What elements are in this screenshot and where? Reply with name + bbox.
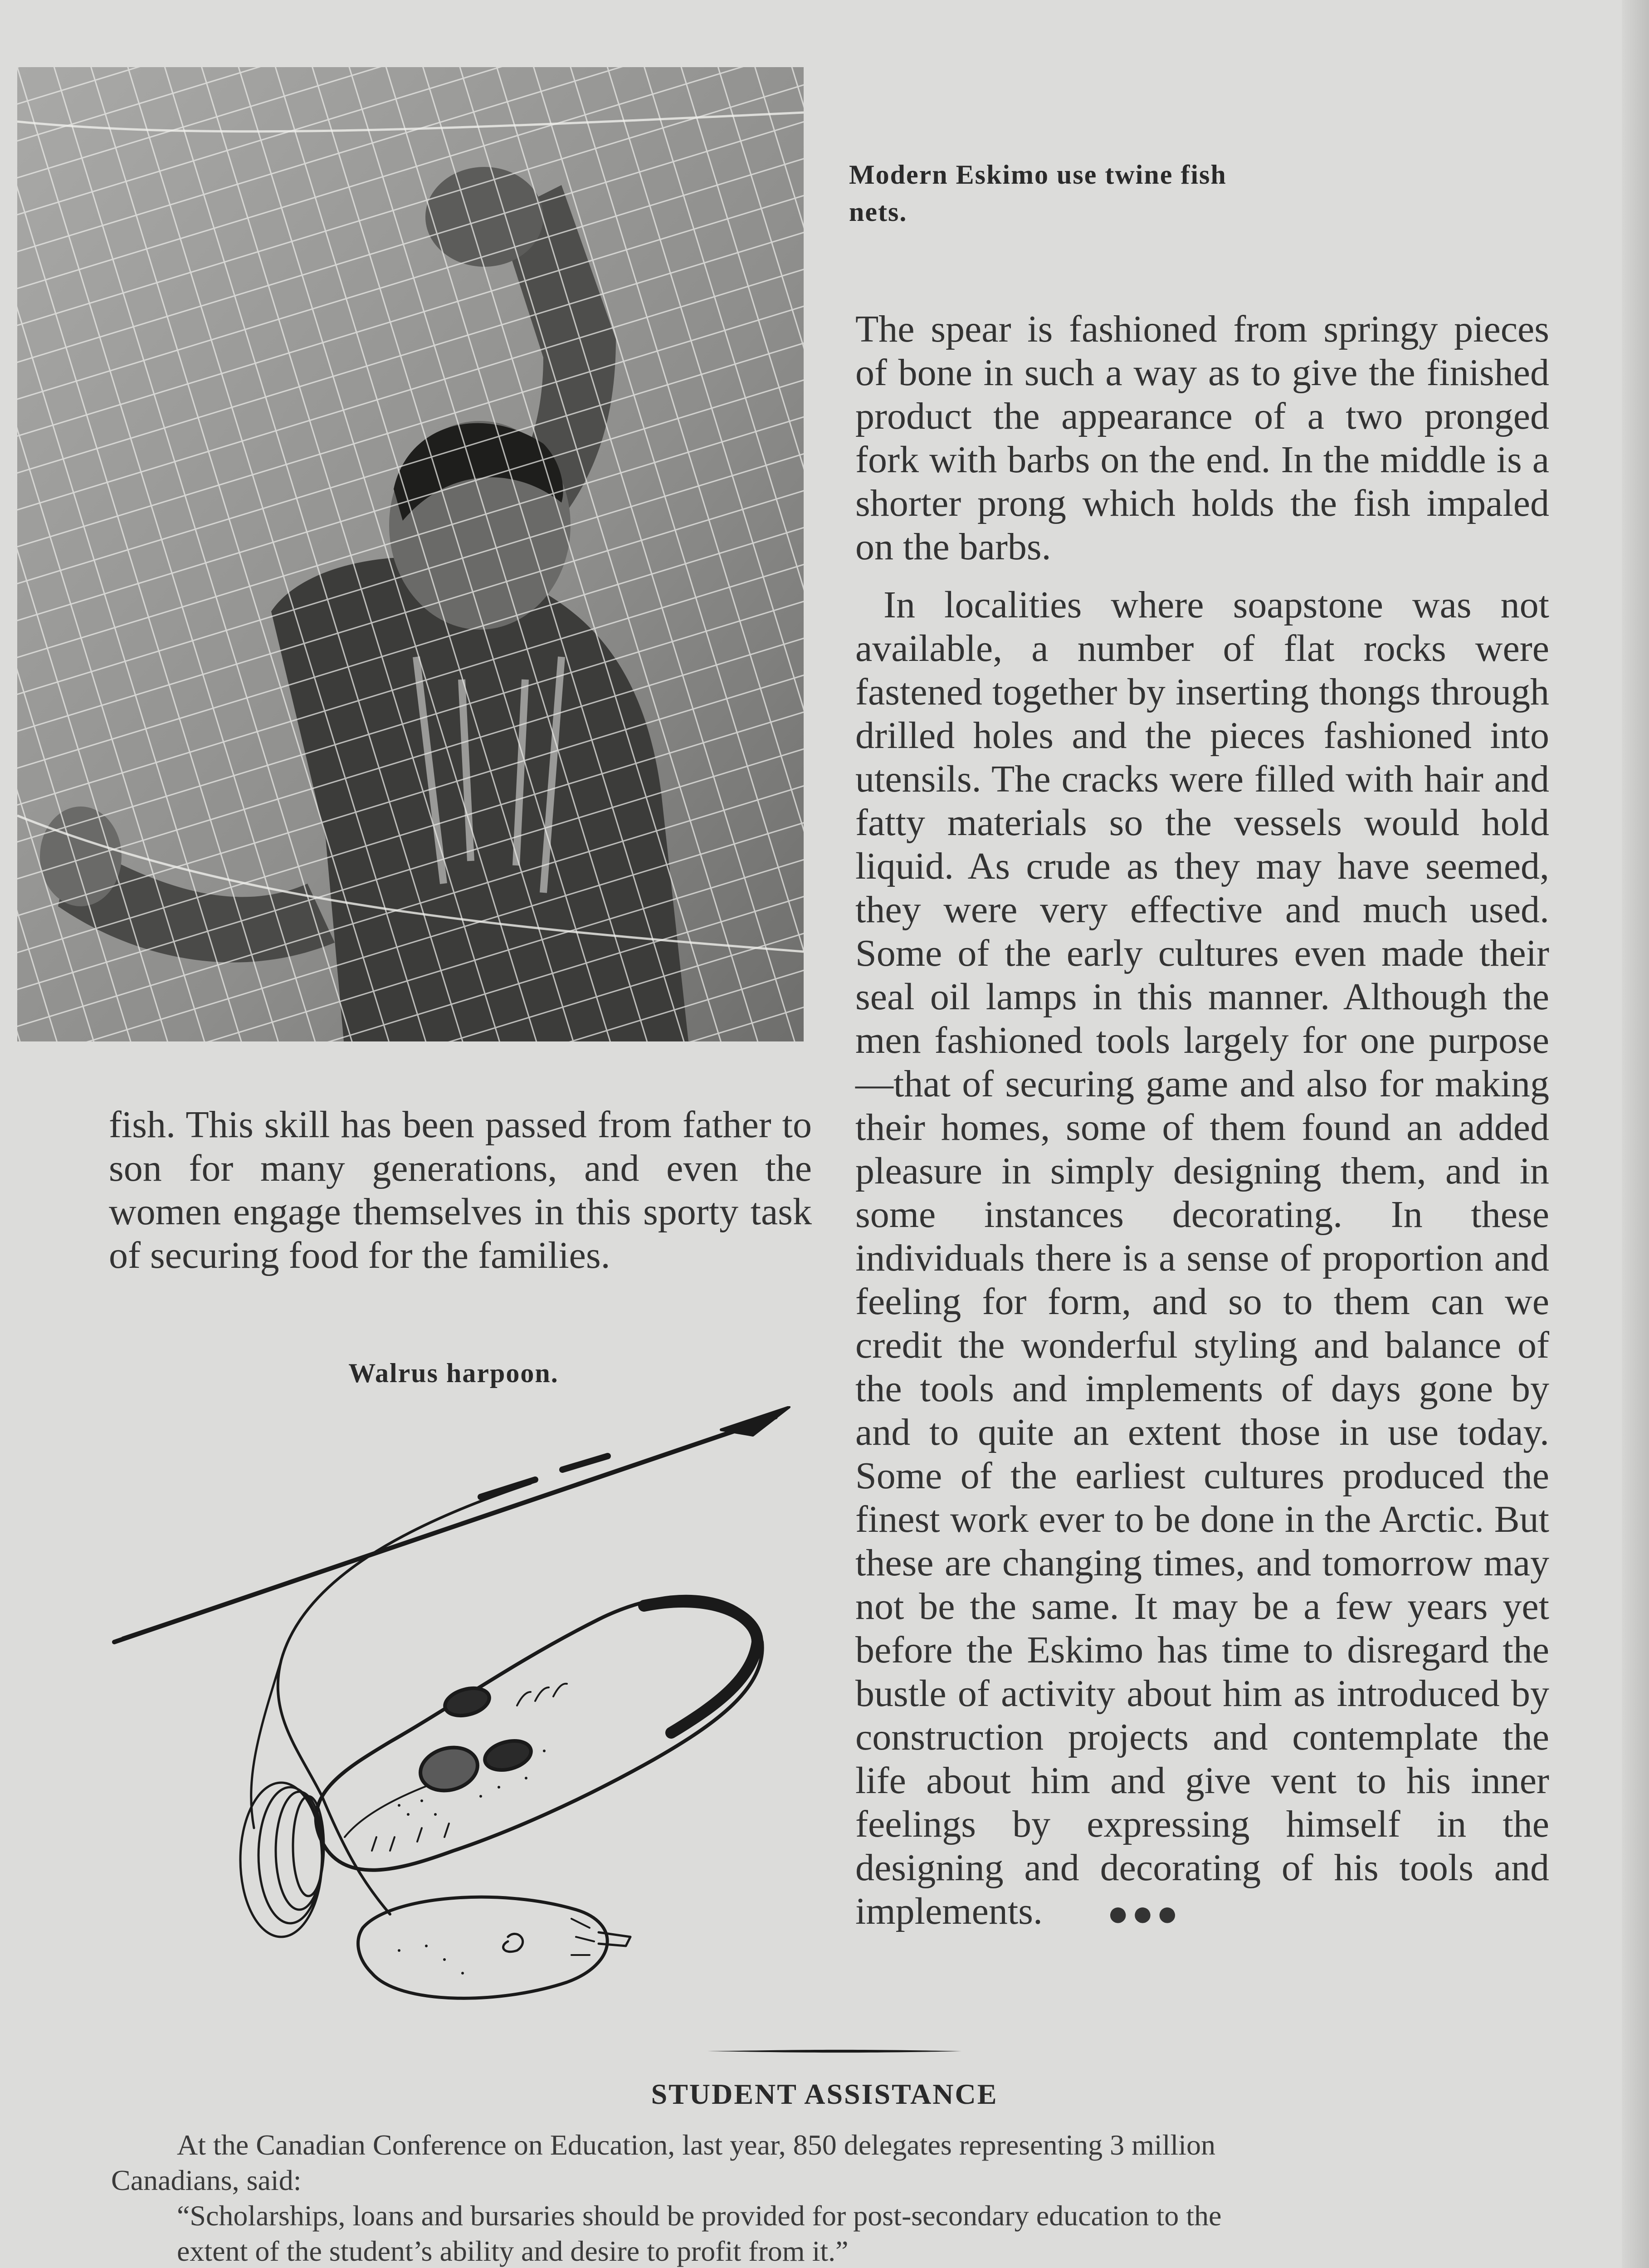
article-left-column — [109, 1103, 812, 1277]
page-edge-shadow — [1622, 0, 1649, 2268]
quote-line-1: “Scholarships, loans and bursaries should be provided for post-secondary education to the — [177, 2200, 1222, 2232]
student-assistance-title: STUDENT ASSISTANCE — [651, 2078, 998, 2110]
article-paragraph-1: The spear is fashioned from springy pieces of bone in such a way as to give the finished product the appearance of a two pronged fork with barbs on the end. In the middle is a shorter prong which holds the fish impaled on the barbs. — [855, 308, 1549, 568]
walrus-harpoon-drawing-icon — [109, 1406, 807, 2023]
fish-net-photo — [17, 67, 804, 1041]
intro-line-2: Canadians, said: — [111, 2164, 302, 2196]
harpoon-caption: Walrus harpoon. — [348, 1358, 559, 1388]
article-paragraph-2 — [855, 583, 1549, 1936]
article-right-column — [855, 308, 1549, 1936]
fish-net-photo-icon — [17, 67, 804, 1041]
photo-caption: Modern Eskimo use twine fish nets. — [849, 160, 1227, 227]
quote-line-2: extent of the student’s ability and desire to profit from it.” — [177, 2235, 849, 2267]
end-mark-icon: ●●● — [1107, 1894, 1181, 1934]
intro-line-1: At the Canadian Conference on Education, last year, 850 delegates representing 3 million — [177, 2129, 1216, 2161]
article-left-paragraph: fish. This skill has been passed from father to son for many generations, and even the women engage themselves in this sporty task of securing food for the families. — [109, 1104, 812, 1276]
article-paragraph-2-text: In localities where soapstone was not available, a number of flat rocks were fastened together by inserting thongs through drilled holes and the pieces fashioned into utensils. The cracks were filled with hair and fatty materials so the vessels would hold liquid. As crude as they may have seemed, they were very effective and much used. Some of the early cultures even made their seal oil lamps in this manner. Although the men fashioned tools largely for one purpose—that of securing game and also for making their homes, some of them found an added pleasure in simply designing them, and in some instances decorating. In these individuals there is a sense of proportion and feeling for form, and so to them can we credit the wonderful styling and balance of the tools and implements of days gone by and to quite an extent those in use today. Some of the earliest cultures produced the finest work ever to be done in the Arctic. But these are changing times, and tomorrow may not be the same. It may be a few years yet before the Eskimo has time to disregard the bustle of activity about him as introduced by construction projects and contemplate the life about him and give vent to his inner feelings by expressing himself in the designing and decorating of his tools and implements. — [855, 584, 1549, 1932]
section-divider — [707, 2048, 961, 2054]
